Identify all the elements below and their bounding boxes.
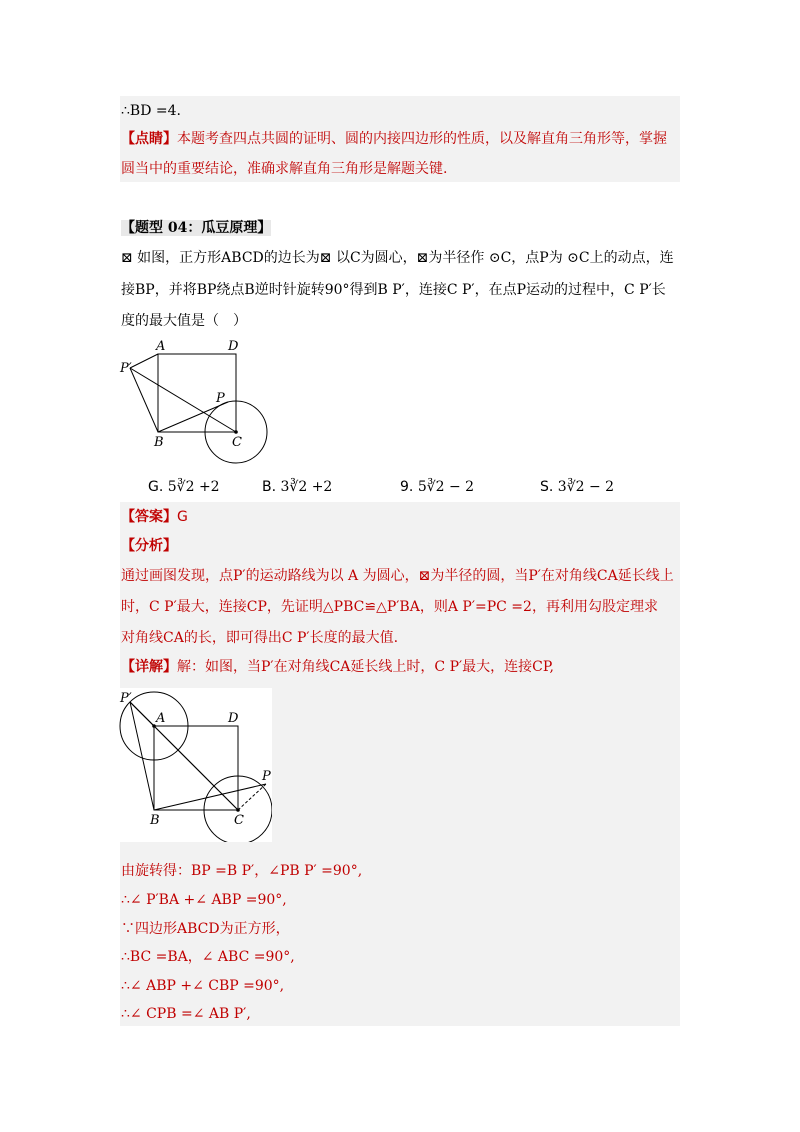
option-9[interactable] [400,479,474,495]
conclusion-line: ∴BD =4. [121,103,181,119]
label-p-prime: P′ [120,361,132,376]
step-line-2: ∴∠ P′BA +∠ ABP =90°, [121,892,287,908]
step-line-1: 由旋转得：BP =B P′，∠PB P′ =90°, [121,863,363,879]
option-g-letter: G. [148,479,164,495]
detail-line [121,657,554,677]
option-b-letter: B. [262,479,277,495]
figure-2-diagram [118,688,272,842]
comment-line-2: 圆当中的重要结论，准确求解直角三角形是解题关键. [121,161,448,177]
label-a: A [156,339,166,354]
step-line-4: ∴BC =BA，∠ ABC =90°, [121,949,295,965]
answer-value: G [177,509,188,525]
step-line-5: ∴∠ ABP +∠ CBP =90°, [121,978,285,994]
option-g[interactable] [148,479,220,495]
answer-tag: 【答案】 [121,509,177,525]
option-b-text: 3∛2 +2 [280,479,333,495]
question-line-1: ⊠ 如图，正方形ABCD的边长为⊠ 以C为圆心，⊠为半径作 ⊙C，点P为 ⊙C上的动点，连 [121,250,674,266]
answer-line [121,507,188,527]
option-9-text: 5∛2 − 2 [417,479,475,495]
analysis-line-3: 对角线CA的长，即可得出C P′长度的最大值. [121,630,399,646]
analysis-tag-line [121,536,177,556]
comment-line-1 [121,129,667,149]
label-c-2: C [234,813,244,828]
option-s-letter: S. [540,479,554,495]
option-b[interactable] [262,479,332,495]
analysis-tag: 【分析】 [121,538,177,554]
option-s[interactable] [540,479,614,495]
label-c: C [232,435,242,450]
label-d: D [228,339,239,354]
option-9-letter: 9. [400,479,414,495]
label-p-prime-2: P′ [120,691,132,706]
point-c-2 [236,808,240,812]
label-p-2: P [262,769,271,784]
section-header-text: 【题型 04：瓜豆原理】 [121,220,272,236]
step-line-3: ∵四边形ABCD为正方形， [121,921,290,937]
figure-1-diagram [118,336,278,466]
comment-text-1: 本题考查四点共圆的证明、圆的内接四边形的性质，以及解直角三角形等，掌握 [177,131,667,147]
label-a-2: A [156,711,166,726]
segment-p1-b [130,368,158,432]
label-p: P [216,391,225,406]
point-c [234,430,238,434]
label-b-2: B [150,813,160,828]
comment-tag: 【点睛】 [121,131,177,147]
option-s-text: 3∛2 − 2 [557,479,615,495]
option-g-text: 5∛2 +2 [167,479,220,495]
label-d-2: D [228,711,239,726]
segment-b-p-2 [154,784,266,810]
question-line-2: 接BP，并将BP绕点B逆时针旋转90°得到B P′，连接C P′，在点P运动的过程中，C P′长 [121,282,666,298]
question-line-3: 度的最大值是（ ） [121,313,247,329]
section-header [121,218,271,238]
step-line-6: ∴∠ CPB =∠ AB P′, [121,1006,251,1022]
segment-c-p-dashed [238,784,266,810]
segment-p1-a-2 [130,702,154,726]
label-b: B [154,435,164,450]
segment-p1-a [130,354,158,368]
detail-tag: 【详解】 [121,659,177,675]
segment-p1-b-2 [130,702,154,810]
analysis-line-1: 通过画图发现，点P′的运动路线为以 A 为圆心，⊠为半径的圆，当P′在对角线CA延长线上 [121,568,674,584]
analysis-line-2: 时，C P′最大，连接CP，先证明△PBC≌△P′BA，则A P′=PC =2，再利用勾股定理求 [121,599,658,615]
detail-text: 解：如图，当P′在对角线CA延长线上时，C P′最大，连接CP, [177,659,554,675]
